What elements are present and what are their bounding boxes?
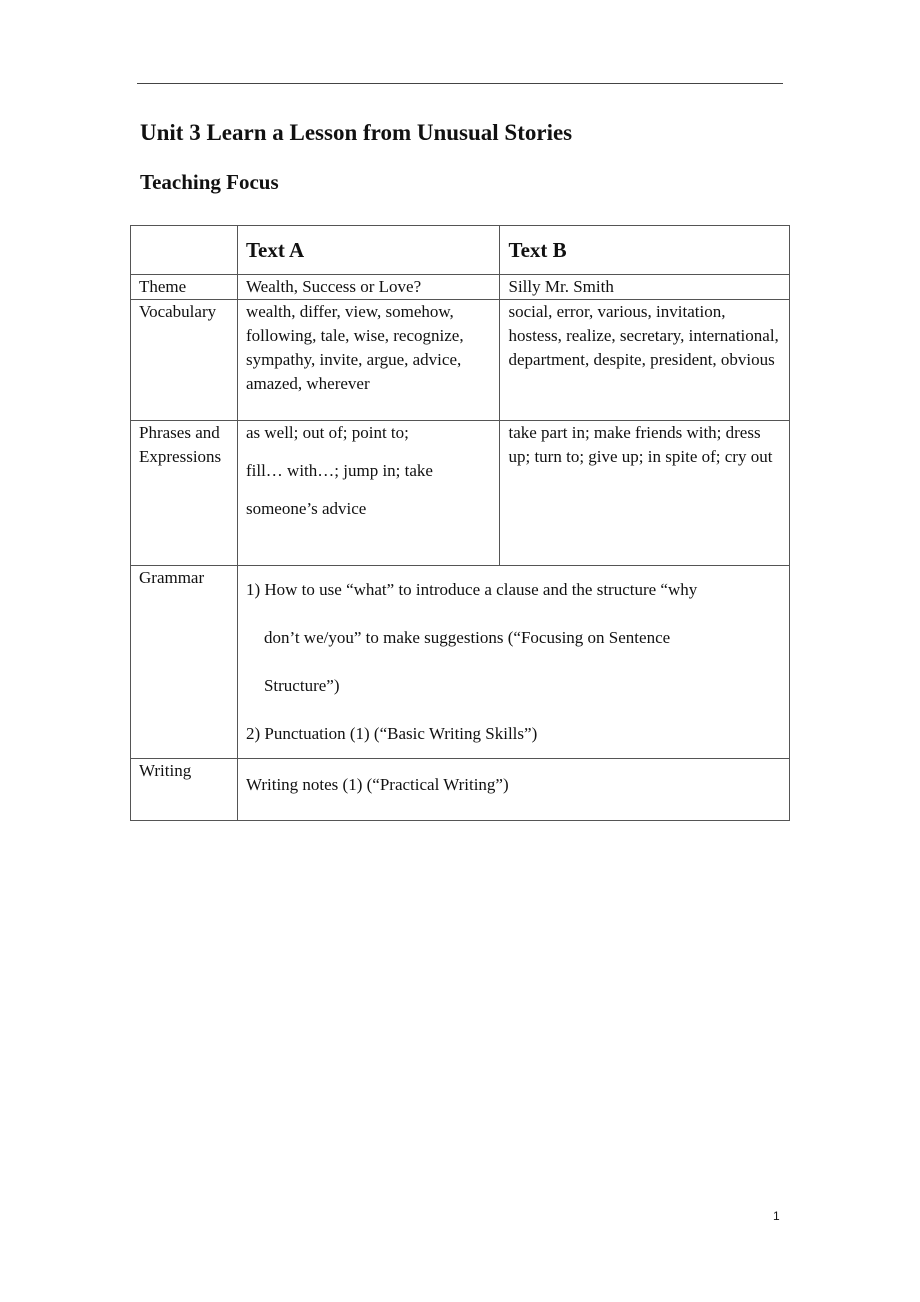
row-label: Theme: [131, 275, 238, 300]
section-heading: Teaching Focus: [140, 170, 279, 194]
row-label: Grammar: [131, 566, 238, 759]
header-text-a: Text A: [237, 226, 500, 275]
phrases-line: fill… with…; jump in; take: [245, 461, 433, 480]
row-label: Writing: [131, 759, 238, 821]
table-row-vocabulary: [131, 300, 790, 421]
grammar-line: 1) How to use “what” to introduce a clause and the structure “why: [245, 580, 698, 599]
grammar-content: [237, 566, 789, 759]
vocabulary-text-b: social, error, various, invitation, hostess, realize, secretary, international, department, despite, president, obvious: [500, 300, 790, 421]
phrases-text-a: [237, 421, 500, 566]
row-label: Phrases and Expressions: [131, 421, 238, 566]
table-row-grammar: [131, 566, 790, 759]
table-row-theme: [131, 275, 790, 300]
header-rule: [137, 83, 783, 84]
phrases-text-b: take part in; make friends with; dress up; turn to; give up; in spite of; cry out: [500, 421, 790, 566]
header-empty-cell: [131, 226, 238, 275]
grammar-line: Structure”): [263, 676, 340, 695]
theme-text-a: Wealth, Success or Love?: [237, 275, 500, 300]
page-number: 1: [773, 1209, 780, 1223]
table-row-phrases: [131, 421, 790, 566]
writing-content: Writing notes (1) (“Practical Writing”): [237, 759, 789, 821]
table-row-writing: [131, 759, 790, 821]
vocabulary-text-a: wealth, differ, view, somehow, following, tale, wise, recognize, sympathy, invite, argue, advice, amazed, wherever: [237, 300, 500, 421]
theme-text-b: Silly Mr. Smith: [500, 275, 790, 300]
row-label: Vocabulary: [131, 300, 238, 421]
phrases-line: someone’s advice: [245, 499, 367, 518]
phrases-line: as well; out of; point to;: [245, 423, 409, 442]
grammar-line: 2) Punctuation (1) (“Basic Writing Skills”): [245, 724, 538, 743]
document-title: Unit 3 Learn a Lesson from Unusual Stories: [140, 120, 573, 145]
header-text-b: Text B: [500, 226, 790, 275]
teaching-focus-table: [130, 225, 790, 821]
table-header-row: [131, 226, 790, 275]
grammar-line: don’t we/you” to make suggestions (“Focusing on Sentence: [263, 628, 671, 647]
